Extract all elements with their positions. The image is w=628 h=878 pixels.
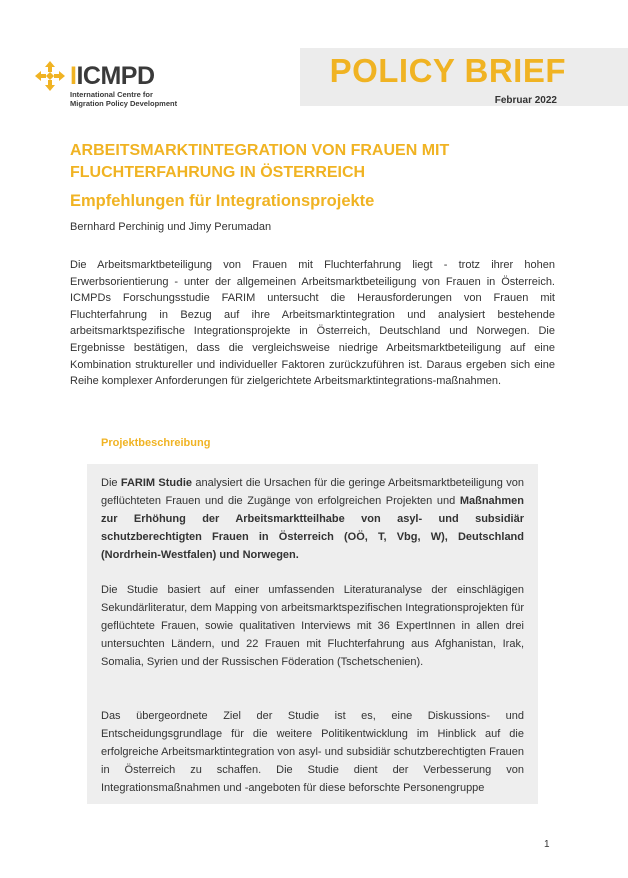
icmpd-logo-icon	[34, 60, 66, 92]
page-number: 1	[544, 839, 550, 850]
p1-bold-measures: Maßnahmen zur Erhöhung der Arbeitsmarktteilhabe von asyl- und subsidiär schutzberechtigten Frauen in Österreich (OÖ, T, Vbg, W), Deutschland (Nordrhein-Westfalen) und Norwegen.	[101, 494, 524, 561]
project-paragraph-3: Das übergeordnete Ziel der Studie ist es, eine Diskussions- und Entscheidungsgrundlage für die weitere Politikentwicklung im Hinblick auf die erfolgreiche Arbeitsmarktintegration von asyl- und subsidiär schutzberechtigten Frauen in Österreich zu schaffen. Die Studie dient der Verbesserung von Integrationsmaßnahmen und -angeboten für diese beforschte Personengruppe	[101, 710, 524, 794]
logo-text: ICMPD	[76, 62, 155, 90]
subtitle: Empfehlungen für Integrationsprojekte	[70, 192, 375, 210]
main-title: ARBEITSMARKTINTEGRATION VON FRAUEN MIT FLUCHTERFAHRUNG IN ÖSTERREICH	[70, 142, 450, 181]
project-paragraph-1	[101, 475, 524, 565]
section-heading-projektbeschreibung: Projektbeschreibung	[101, 437, 211, 449]
intro-paragraph: Die Arbeitsmarktbeteiligung von Frauen mit Fluchterfahrung liegt - trotz ihrer hohen Erwerbsorientierung - unter der allgemeinen Arbeitsmarktbeteiligung von Frauen in Österreich. ICMPDs Forschungsstudie FARIM untersucht die Herausforderungen von Frauen mit Fluchterfahrung in Bezug auf ihre Arbeitsmarktintegration und analysiert bestehende arbeitsmarktspezifische Integrationsprojekte in Österreich, Deutschland und Norwegen. Die Ergebnisse bestätigen, dass die vergleichsweise niedrige Arbeitsmarktbeteiligung auf eine Kombination struktureller und individueller Faktoren zurückzuführen ist. Daraus ergeben sich eine Reihe komplexer Anforderungen für zielgerichtete Arbeitsmarktintegrations-maßnahmen.	[70, 259, 555, 388]
logo-wordmark: IICMPD	[70, 62, 155, 90]
authors: Bernhard Perchinig und Jimy Perumadan	[70, 221, 272, 233]
logo-subtitle	[70, 90, 177, 108]
p1-text-b: analysiert die Ursachen für die geringe Arbeitsmarktbeteiligung von geflüchteten Frauen und die Zugänge von erfolgreichen Projekten und	[101, 477, 524, 507]
logo-sub-line-2: Migration Policy Development	[70, 99, 178, 108]
p1-text-a: Die	[101, 477, 121, 489]
project-paragraph-2: Die Studie basiert auf einer umfassenden Literaturanalyse der einschlägigen Sekundärliteratur, dem Mapping von arbeitsmarktspezifischen Integrationsprojekten für geflüchtete Frauen, sowie qualitativen Interviews mit 36 ExpertInnen in allen drei untersuchten Ländern, und 22 Frauen mit Fluchterfahrung aus Afghanistan, Irak, Somalia, Syrien und der Russischen Föderation (Tschetschenien).	[101, 584, 524, 668]
p1-bold-study-name: FARIM Studie	[120, 477, 193, 489]
logo-sub-line-1: International Centre for	[70, 90, 153, 99]
document-date: Februar 2022	[494, 95, 557, 106]
project-description-box	[87, 464, 538, 804]
document-type: POLICY BRIEF	[329, 52, 566, 89]
